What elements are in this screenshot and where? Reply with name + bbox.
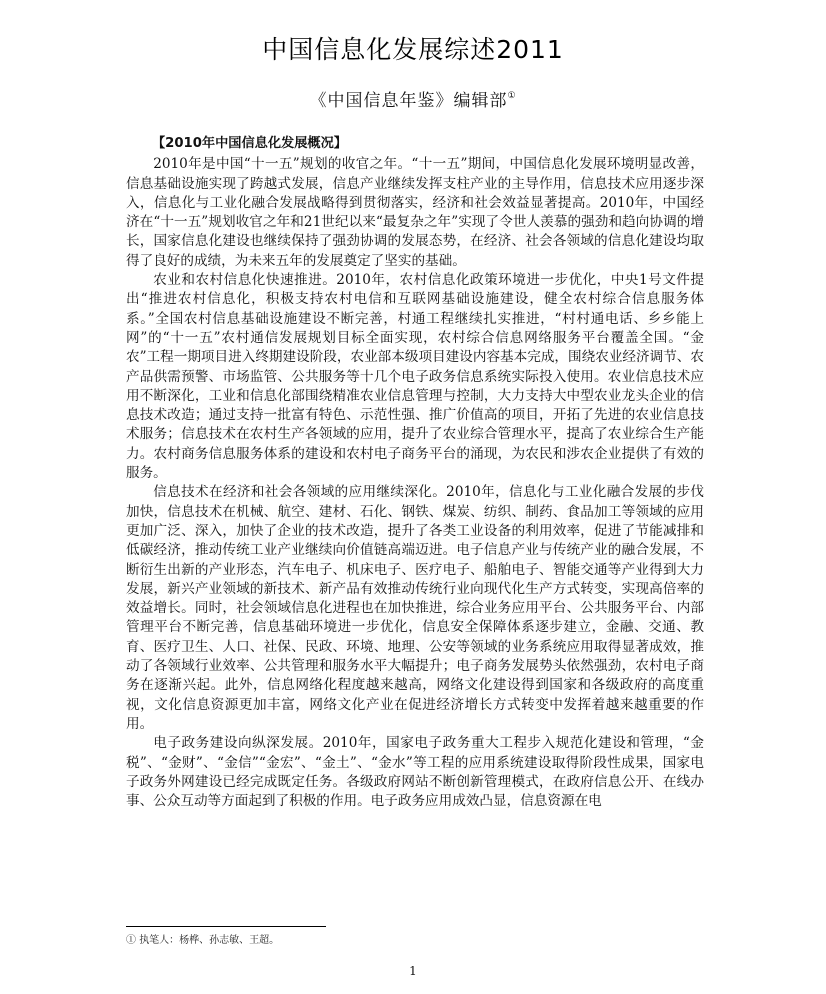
footnote: ① 执笔人：杨桦、孙志敏、王超。 — [126, 935, 280, 946]
paragraph-economy-society: 信息技术在经济和社会各领域的应用继续深化。2010年，信息化与工业化融合发展的步伐加快，信息技术在机械、航空、建材、石化、钢铁、煤炭、纺织、制药、食品加工等领域的应用更加广泛、深入，加快了企业的技术改造，提升了各类工业设备的利用效率，促进了节能减排和低碳经济，推动传统工业产业继续向价值链高端迈进。电子信息产业与传统产业的融合发展，不断衍生出新的产业形态，汽车电子、机床电子、医疗电子、船舶电子、智能交通等产业得到大力发展，新兴产业领域的新技术、新产品有效推动传统行业向现代化生产方式转变，实现高倍率的效益增长。同时，社会领域信息化进程也在加快推进，综合业务应用平台、公共服务平台、内部管理平台不断完善，信息基础环境进一步优化，信息安全保障体系逐步建立，金融、交通、教育、医疗卫生、人口、社保、民政、环境、地理、公安等领域的业务系统应用取得显著成效，推动了各领域行业效率、公共管理和服务水平大幅提升；电子商务发展势头依然强劲，农村电子商务在逐渐兴起。此外，信息网络化程度越来越高，网络文化建设得到国家和各级政府的高度重视，文化信息资源更加丰富，网络文化产业在促进经济增长方式转变中发挥着越来越重要的作用。 — [126, 484, 704, 732]
byline-text: 《中国信息年鉴》编辑部 — [309, 91, 508, 111]
paragraph-e-government: 电子政务建设向纵深发展。2010年，国家电子政务重大工程步入规范化建设和管理，“金税”、“金财”、“金信”“金宏”、“金土”、“金水”等工程的应用系统建设取得阶段性成果，国家电子政务外网建设已经完成既定任务。各级政府网站不断创新管理模式，在政府信息公开、在线办事、公众互动等方面起到了积极的作用。电子政务应用成效凸显，信息资源在电 — [126, 735, 704, 810]
article-body — [126, 134, 704, 811]
paragraph-overview: 2010年是中国“十一五”规划的收官之年。“十一五”期间，中国信息化发展环境明显改善，信息基础设施实现了跨越式发展，信息产业继续发挥支柱产业的主导作用，信息技术应用逐步深入，信息化与工业化融合发展战略得到贯彻落实，经济和社会效益显著提高。2010年，中国经济在“十一五”规划收官之年和21世纪以来“最复杂之年”实现了令世人羡慕的强劲和趋向协调的增长，国家信息化建设也继续保持了强劲协调的发展态势，在经济、社会各领域的信息化建设均取得了良好的成绩，为未来五年的发展奠定了坚实的基础。 — [126, 156, 704, 269]
footnote-divider — [126, 926, 326, 927]
footnote-reference[interactable]: ① — [507, 91, 517, 101]
paragraph-agriculture: 农业和农村信息化快速推进。2010年，农村信息化政策环境进一步优化，中央1号文件提出“推进农村信息化，积极支持农村电信和互联网基础设施建设，健全农村综合信息服务体系。”全国农村信息基础设施建设不断完善，村通工程继续扎实推进，“村村通电话、乡乡能上网”的“十一五”农村通信发展规划目标全面实现，农村综合信息网络服务平台覆盖全国。“金农”工程一期项目进入终期建设阶段，农业部本级项目建设内容基本完成，围绕农业经济调节、农产品供需预警、市场监管、公共服务等十几个电子政务信息系统实际投入使用。农业信息技术应用不断深化，工业和信息化部围绕精准农业信息管理与控制，大力支持大中型农业龙头企业的信息技术改造；通过支持一批富有特色、示范性强、推广价值高的项目，开拓了先进的农业信息技术服务；信息技术在农村生产各领域的应用，提升了农业综合管理水平，提高了农业综合生产能力。农村商务信息服务体系的建设和农村电子商务平台的涌现，为农民和涉农企业提供了有效的服务。 — [126, 272, 704, 482]
document-title: 中国信息化发展综述2011 — [262, 35, 564, 64]
page-number: 1 — [409, 964, 417, 978]
byline — [0, 86, 826, 111]
section-heading: 【2010年中国信息化发展概况】 — [152, 136, 347, 151]
